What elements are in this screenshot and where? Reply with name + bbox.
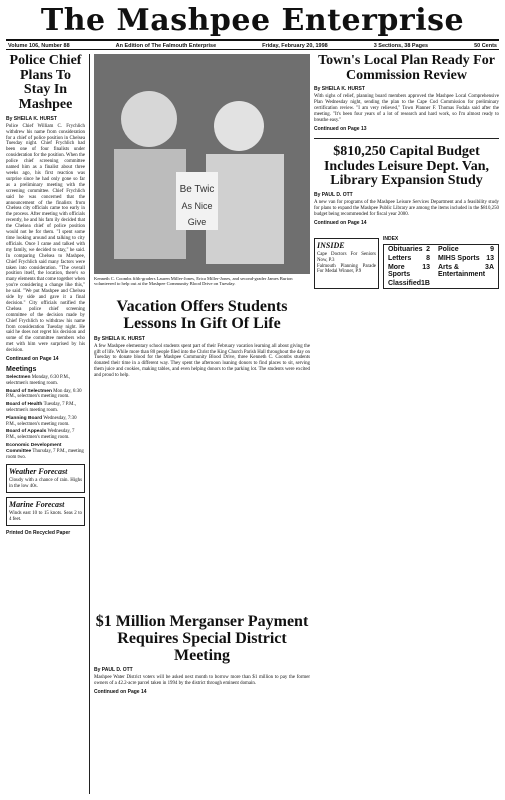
- bottom-byline: By PAUL D. OTT: [94, 667, 133, 674]
- right-continued: Continued on Page 13: [314, 125, 367, 132]
- library-headline: $810,250 Capital Budget Includes Leisure Dept. Van, Library Expansion Study: [323, 143, 490, 189]
- inside-title: INSIDE: [317, 240, 345, 250]
- svg-text:As Nice: As Nice: [181, 201, 213, 211]
- index-item: Obituaries 2: [387, 245, 430, 253]
- front-photo: [94, 54, 310, 274]
- right-headline: Town's Local Plan Ready For Commission Review: [318, 53, 495, 83]
- bottom-story: [94, 614, 310, 695]
- meeting-item: Board of Selectmen Mon day, 6:30 P.M., selectmen's meeting room.: [6, 388, 82, 400]
- left-continued: Continued on Page 14: [6, 356, 59, 363]
- center-body: A few Mashpee elementary school students spent part of their February vacation learning all about giving the gift of life. While more than 80 people filed into the Christ the King Church Parish Hall throughout the day on Tuesday to donate blood for the Mashpee Community Blood Drive, three Kenneth C. Coombs students donated their time in a different way. They spent the afternoon loaning donors to find places to sit, serving them juice and cookies, making tables, and even helping donors to the parking lot. The students were excited and proud to help.: [94, 343, 311, 379]
- right-body: With sighs of relief, planning board members approved the Mashpee Local Comprehensive Plan Wednesday night, sending the plan to the Cape Cod Commission for preliminary certification review. "I am very relieved," Town Planner F. Thomas Fudala said after the meeting. "It's been four years of a lot of research and hard work, so I'm almost ready to breathe easy.": [314, 94, 499, 123]
- index-item: Arts & Entertainment 3A: [437, 263, 494, 278]
- library-continued: Continued on Page 14: [314, 219, 367, 226]
- left-headline: Police Chief Plans To Stay In Mashpee: [9, 53, 82, 113]
- sections: 3 Sections, 38 Pages: [373, 43, 429, 49]
- svg-text:Give: Give: [187, 217, 207, 227]
- masthead: [6, 3, 499, 38]
- edition: An Edition of The Falmouth Enterprise: [115, 43, 217, 49]
- center-byline: By SHEILA K. HURST: [94, 335, 145, 342]
- recycled-note: Printed On Recycled Paper: [6, 530, 71, 537]
- left-byline: By SHEILA K. HURST: [6, 115, 57, 122]
- photo-caption: Kenneth C. Coombs fifth-graders Lauren Miller-Jones, Erica Miller-Jones, and second-grader James Burton volunteered to help out at the Mashpee Community Blood Drive on Tuesday.: [94, 276, 293, 287]
- inside-box: [314, 238, 379, 289]
- library-byline: By PAUL D. OTT: [314, 191, 353, 198]
- marine-body: Winds east 10 to 15 knots. Seas 2 to 4 feet.: [9, 511, 82, 523]
- index-item: Classified 1B: [387, 279, 430, 287]
- weather-box: [6, 464, 85, 493]
- index-item: More Sports 13: [387, 263, 430, 278]
- index-item: MIHS Sports 13: [437, 254, 494, 262]
- center-story: [94, 299, 310, 379]
- index-item: Letters 8: [387, 254, 430, 262]
- index-item: Police 9: [437, 245, 494, 253]
- marine-box: [6, 497, 85, 526]
- issue-date: Friday, February 20, 1998: [262, 43, 328, 49]
- inside-item: Cape Doctors For Seniors Now, P.3: [317, 251, 376, 263]
- left-column: [6, 54, 90, 794]
- meeting-item: Selectmen Monday, 6:30 P.M., selectmen's meeting room.: [6, 375, 71, 386]
- meeting-item: Planning Board Wednesday, 7:30 P.M., selectmen's meeting room.: [6, 415, 77, 427]
- volume: Volume 106, Number 88: [8, 43, 70, 49]
- center-column: [94, 54, 310, 794]
- index-box: [383, 234, 499, 289]
- dateline: [6, 39, 499, 50]
- paper-title: The Mashpee Enterprise: [40, 3, 465, 38]
- price: 50 Cents: [474, 43, 497, 49]
- left-body: Police Chief William C. Frychlich withdrew his name from consideration for a chief of police position in Chelsea Tuesday night. Chief Frychlich had been one of four finalists under consideration for the position. When the police chief screening committee named him as a finalist about three weeks ago, his first reaction was surprise since he had only gone so far as a preliminary meeting with the screening committee. Chief Frychlich said he was concerned that the announcement of the finalists from Chelsea city officials came too early in the process. After meeting with officials recently, he and his fam ily decided that the Chelsea chief of police position would not be for them. "I spent some time looking around and talking to city officials. Once I came and talked with my family, we decided to stay," he said. In comparing Chelsea to Mashpee, Chief Frychlich said many factors were taken into consideration. "The overall position itself, the location, there's so many elements that come together when you're considering a change like this," he said. "We put Mashpee and Chelsea side by side and gave it a final decision." City officials notified the Chelsea police chief screening committee of the decision made by Chief Frychlich to withdraw his name from consideration Tuesday night. He said he does not regret his decision and some of the committee members who met with him were surprised by his decision.: [6, 123, 85, 354]
- center-headline: Vacation Offers Students Lessons In Gift Of Life: [116, 298, 288, 332]
- index-title: INDEX: [382, 235, 399, 242]
- marine-title: Marine Forecast: [9, 500, 65, 510]
- right-column: [314, 54, 499, 794]
- meeting-item: Board of Health Tuesday, 7 P.M., selectmen's meeting room.: [6, 402, 76, 414]
- library-body: A new van for programs of the Mashpee Leisure Services Department and a feasibility study for plans to expand the Mashpee Public Library are among the items included in the $810,250 budget being recommended for fiscal year 2000.: [314, 199, 499, 217]
- index-list: [383, 244, 499, 289]
- photo-illustration: [94, 54, 310, 274]
- meeting-item: Economic Development Committee Thursday, 7 P.M., meeting room two.: [6, 443, 84, 460]
- bottom-headline: $1 Million Merganser Payment Requires Special District Meeting: [95, 613, 309, 664]
- right-byline: By SHEILA K. HURST: [314, 86, 365, 93]
- weather-body: Cloudy with a chance of rain. Highs in the low 40s.: [9, 478, 82, 490]
- bottom-continued: Continued on Page 14: [94, 689, 147, 696]
- meeting-item: Board of Appeals Wednesday, 7 P.M., selectmen's meeting room.: [6, 429, 75, 441]
- newspaper-page: [6, 3, 499, 794]
- inside-item: Falmouth Planning Parade For Medal Winner, P.9: [317, 263, 376, 275]
- weather-title: Weather Forecast: [9, 467, 68, 477]
- meetings-title: Meetings: [6, 366, 37, 374]
- bottom-body: Mashpee Water District voters will be asked next month to borrow more than $1 million to pay the former owners of a 42.2-acre parcel taken in 1994 by the district through eminent domain.: [94, 675, 310, 687]
- svg-text:Be Twic: Be Twic: [179, 184, 215, 195]
